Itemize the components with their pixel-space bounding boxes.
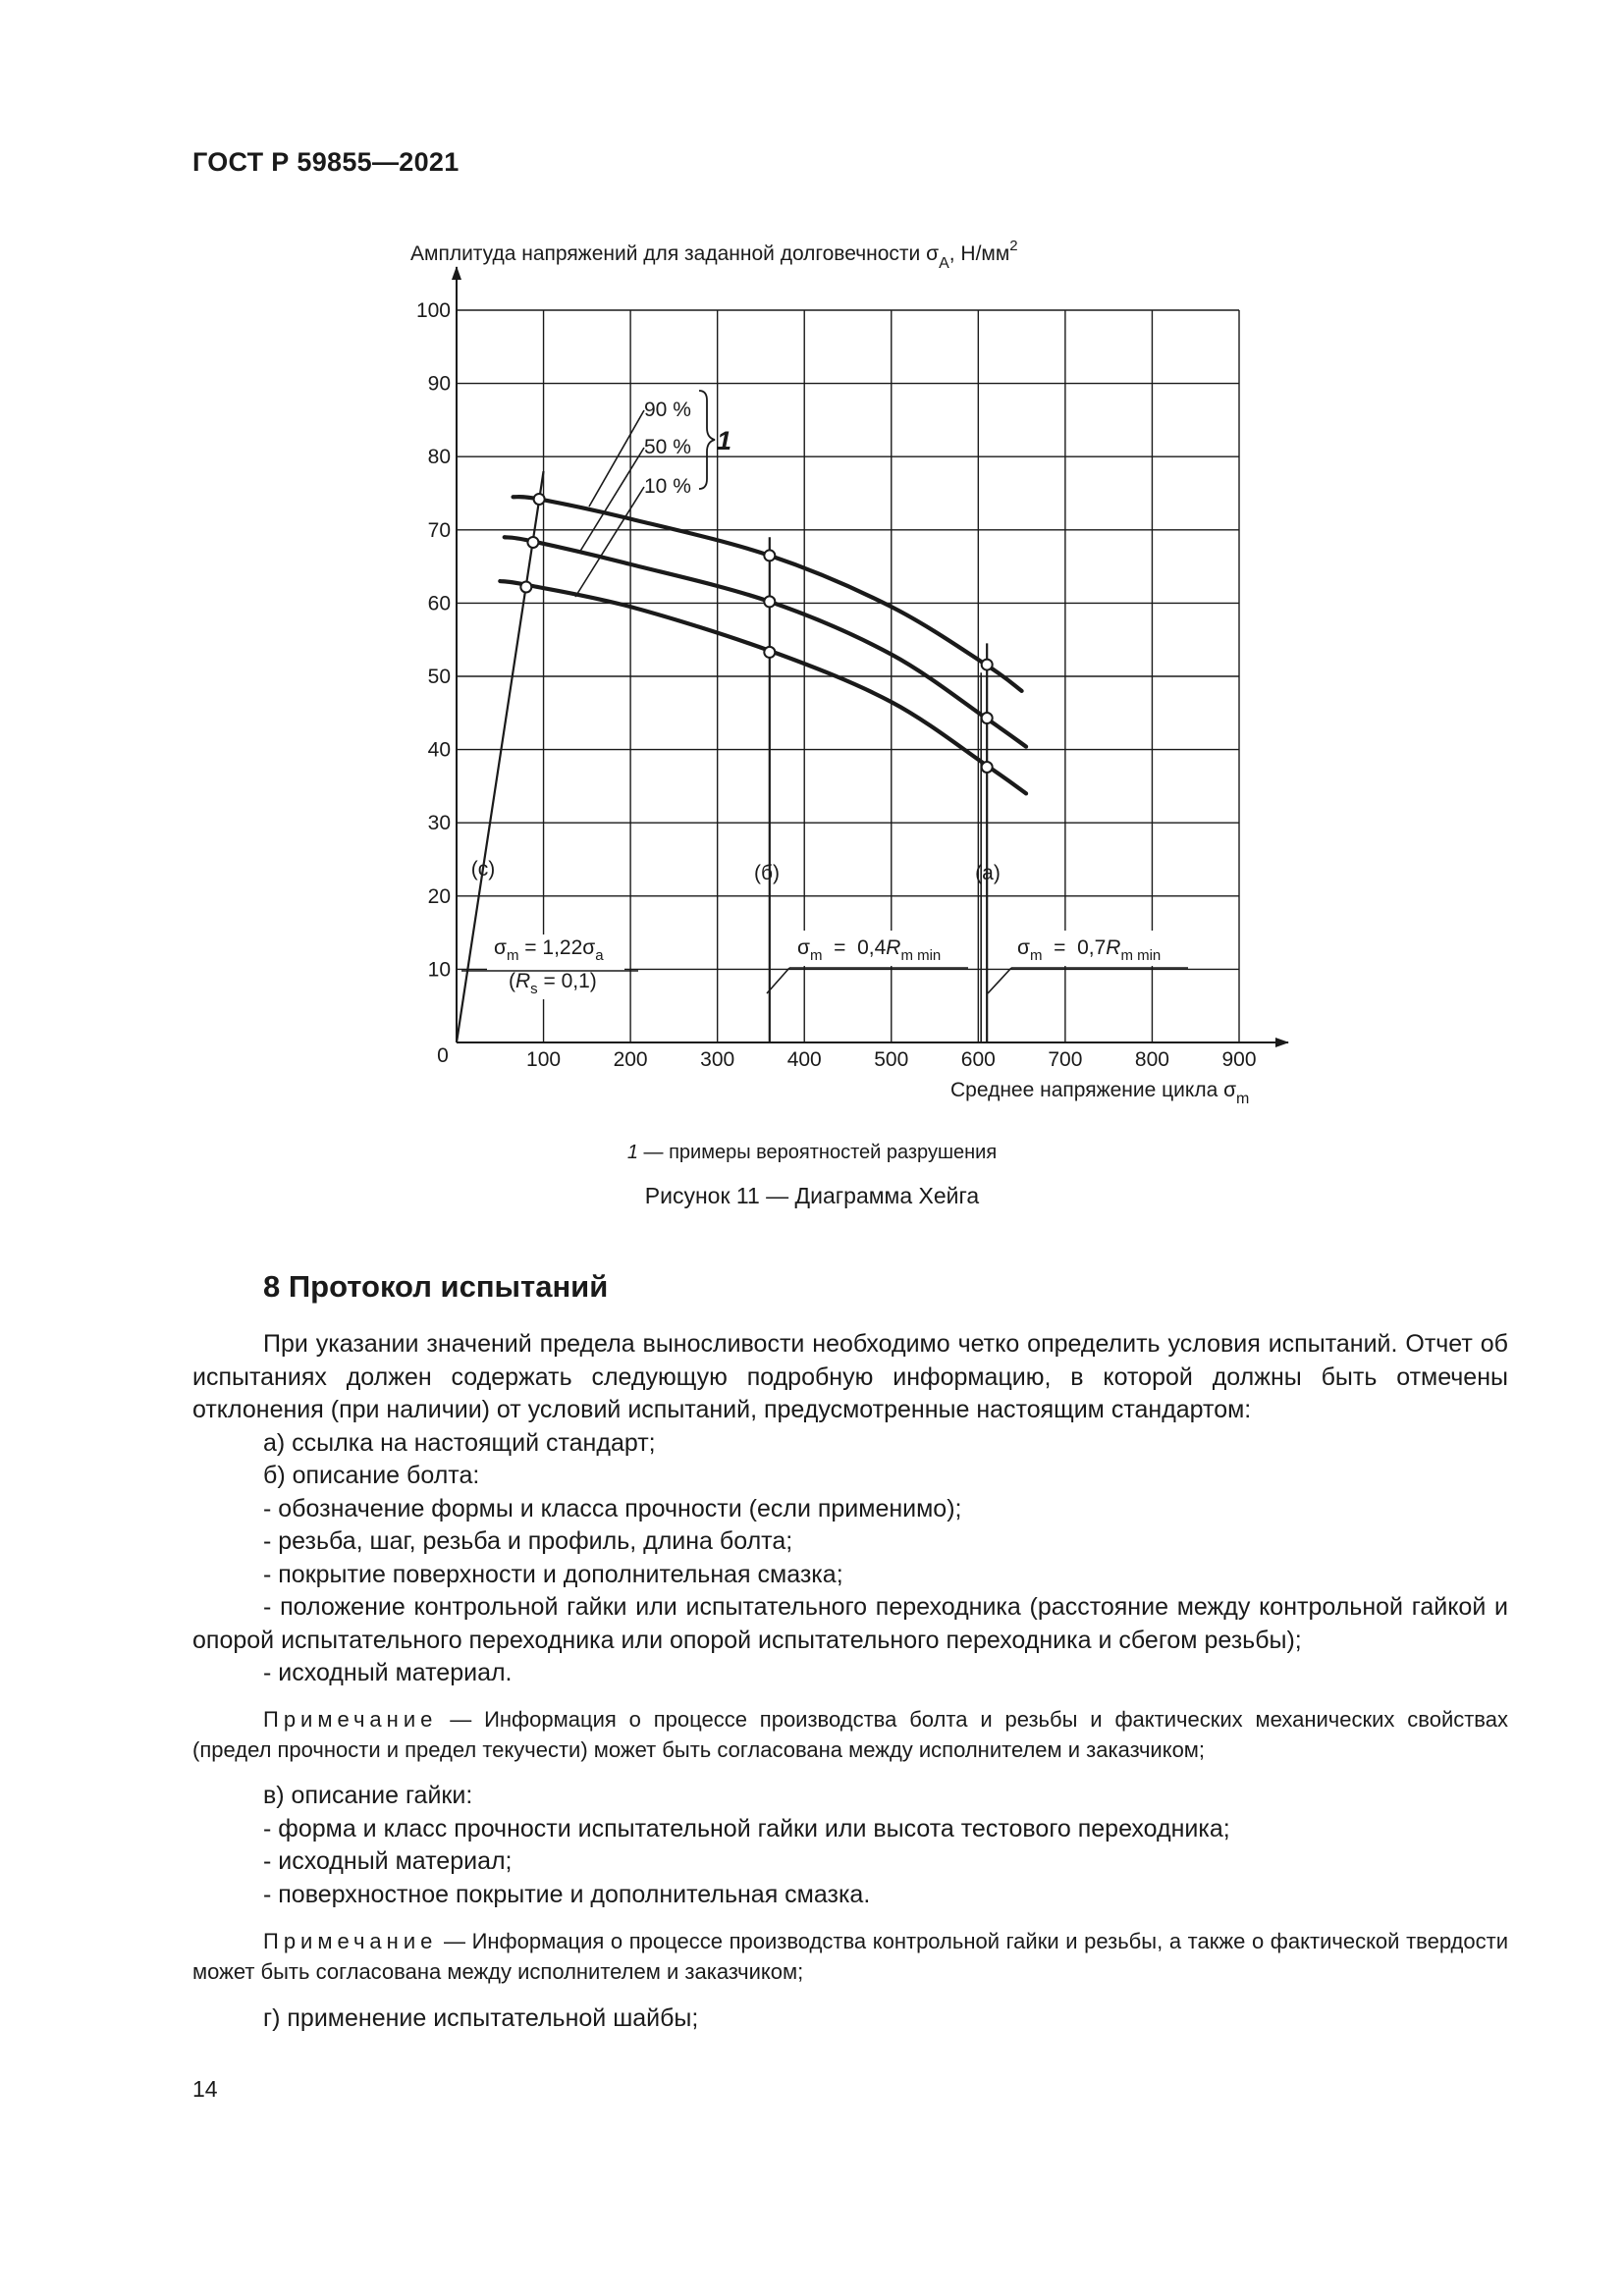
- legend-entry-50: 50 %: [644, 436, 691, 458]
- list-item-b: б) описание болта:: [263, 1462, 480, 1489]
- x-tick-label: 300: [700, 1048, 735, 1071]
- y-tick-label: 10: [427, 958, 451, 982]
- chart-legend: [644, 391, 731, 498]
- svg-text:σm = 0,7Rm min: $\sigma_m = 0,7R_{m min}$: [1017, 936, 1162, 964]
- list-item-b4: - положение контрольной гайки или испытательного переходника (расстояние между контрольной гайкой и опорой испытательного переходника или опорой испытательного переходника и сбегом резьбы);: [192, 1593, 1508, 1654]
- paragraph-intro: При указании значений предела выносливости необходимо четко определить условия испытаний. Отчет об испытаниях должен содержать следующую подробную информацию, в которой должны быть отмечены отклонения (при наличии) от условий испытаний, предусмотренные настоящим стандартом:: [192, 1330, 1508, 1423]
- data-marker: [764, 596, 775, 607]
- y-tick-label: 40: [427, 738, 451, 762]
- legend-entry-90: 90 %: [644, 399, 691, 421]
- note-block-1: [192, 1704, 1508, 1765]
- document-header: ГОСТ Р 59855—2021: [192, 147, 460, 177]
- origin-label: 0: [437, 1044, 449, 1067]
- y-tick-label: 30: [427, 812, 451, 835]
- chart-curves: [500, 410, 1026, 793]
- x-tick-label: 100: [526, 1048, 562, 1071]
- annotation-c: [461, 934, 638, 999]
- y-tick-label: 100: [415, 299, 451, 322]
- x-tick-label: 900: [1221, 1048, 1257, 1071]
- line-b-label: (б): [753, 862, 781, 884]
- legend-brace: [699, 391, 715, 489]
- x-axis-label: Среднее напряжение цикла $\sigma_m$: [950, 1079, 1250, 1107]
- page-number: 14: [192, 2076, 218, 2102]
- figure-note: 1 — примеры вероятностей разрушения: [626, 1142, 998, 1163]
- chart-markers: [520, 494, 992, 773]
- y-tick-label: 60: [427, 592, 451, 615]
- body-text-block-3: [192, 2002, 1508, 2036]
- y-tick-label: 70: [427, 518, 451, 542]
- note-2: [192, 1926, 1508, 1987]
- y-tick-label: 20: [427, 884, 451, 908]
- list-item-c: в) описание гайки:: [263, 1782, 473, 1809]
- note-2-text: — Информация о процессе производства контрольной гайки и резьбы, а также о фактической твердости может быть согласована между исполнителем и заказчиком;: [192, 1929, 1508, 1984]
- note-1-label: Примечание: [263, 1707, 438, 1732]
- line-c-label: (c): [470, 858, 496, 881]
- series-curve-2: [500, 581, 1026, 793]
- data-marker: [520, 581, 531, 592]
- section-title: 8 Протокол испытаний: [263, 1269, 609, 1304]
- data-marker: [982, 762, 993, 773]
- data-marker: [982, 713, 993, 723]
- y-tick-label: 90: [427, 372, 451, 396]
- svg-text:σm = 0,4Rm min: $\sigma_m = 0,4R_{m min}$: [797, 936, 942, 964]
- x-tick-label: 800: [1134, 1048, 1169, 1071]
- y-axis-label: Амплитуда напряжений для заданной долговечности $\sigma_A$, $Н/мм^2$: [410, 238, 1018, 272]
- data-marker: [764, 550, 775, 561]
- data-marker: [982, 660, 993, 670]
- line-a-label: (а): [975, 862, 1001, 884]
- list-item-b2: - резьба, шаг, резьба и профиль, длина болта;: [263, 1527, 793, 1555]
- note-block-2: [192, 1926, 1508, 1987]
- legend-entry-10: 10 %: [644, 475, 691, 498]
- y-tick-label: 80: [427, 446, 451, 469]
- annotation-a: [988, 931, 1190, 993]
- annotation-b: [767, 931, 968, 993]
- list-item-a: а) ссылка на настоящий стандарт;: [263, 1428, 656, 1457]
- note-1-text: — Информация о процессе производства болта и резьбы и фактических механических свойствах (предел прочности и предел текучести) может быть согласована между исполнителем и заказчиком;: [192, 1707, 1508, 1762]
- list-item-d: г) применение испытательной шайбы;: [263, 2004, 699, 2032]
- list-item-c2: - исходный материал;: [263, 1847, 513, 1875]
- body-text-block-1: [192, 1328, 1508, 1690]
- data-marker: [527, 537, 538, 548]
- series-curve-0: [514, 497, 1022, 691]
- x-tick-label: 500: [874, 1048, 909, 1071]
- svg-text:σm = 1,22σa: $\sigma_m = 1,22\sigma_a$: [494, 936, 604, 964]
- list-item-c3: - поверхностное покрытие и дополнительная смазка.: [263, 1880, 871, 1908]
- legend-brace-label: 1: [717, 426, 732, 455]
- note-2-label: Примечание: [263, 1929, 438, 1953]
- body-text-block-2: [192, 1780, 1508, 1911]
- list-item-c1: - форма и класс прочности испытательной гайки или высота тестового переходника;: [263, 1814, 1230, 1842]
- x-tick-label: 400: [786, 1048, 822, 1071]
- list-item-b5: - исходный материал.: [263, 1659, 513, 1686]
- list-item-b1: - обозначение формы и класса прочности (если применимо);: [263, 1494, 962, 1522]
- legend-leader-1: [579, 448, 644, 553]
- figure-caption: Рисунок 11 — Диаграмма Хейга: [644, 1183, 980, 1208]
- x-tick-label: 600: [960, 1048, 996, 1071]
- list-item-b3: - покрытие поверхности и дополнительная смазка;: [263, 1560, 843, 1588]
- note-1: [192, 1704, 1508, 1765]
- svg-text:(Rs = 0,1): $(R_s = 0,1)$: [509, 970, 597, 997]
- x-tick-label: 200: [613, 1048, 648, 1071]
- data-marker: [764, 647, 775, 658]
- x-tick-label: 700: [1048, 1048, 1083, 1071]
- data-marker: [534, 494, 545, 505]
- y-tick-label: 50: [427, 666, 451, 688]
